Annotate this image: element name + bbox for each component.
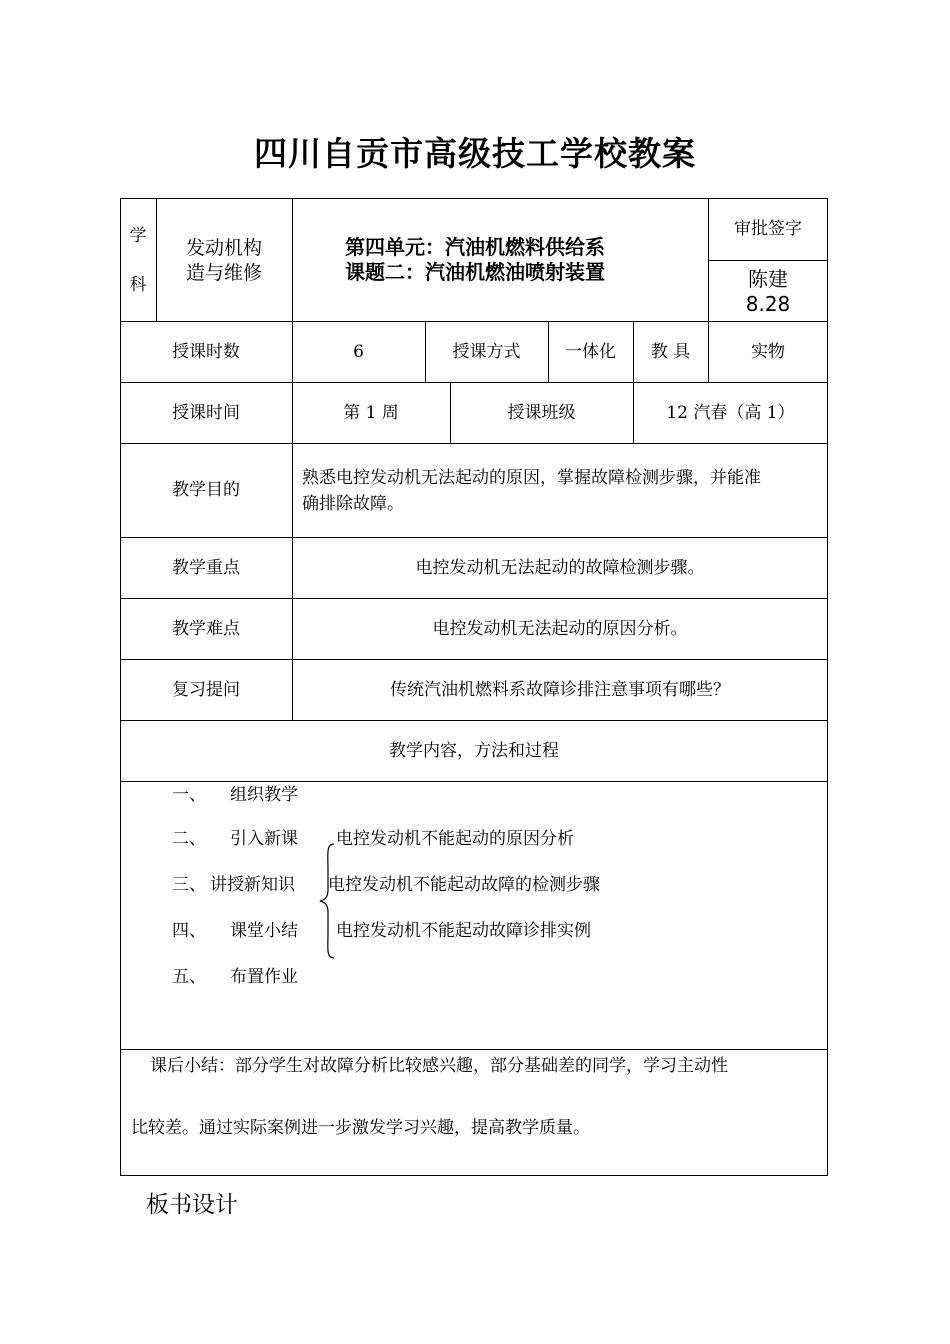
key-value: 电控发动机无法起动的故障检测步骤。 (415, 558, 705, 578)
step-number: 二、 (172, 829, 206, 849)
approval-label: 审批签字 (734, 219, 802, 239)
time-label: 授课时间 (172, 403, 240, 423)
objective-text: 熟悉电控发动机无法起动的原因，掌握故障检测步骤，并能准 (302, 468, 761, 488)
class-value: 12 汽春（高 1） (666, 403, 795, 423)
tools-value: 实物 (751, 342, 785, 362)
divider (120, 720, 828, 721)
tools-label: 教 具 (650, 342, 691, 362)
divider (120, 781, 828, 782)
approval-date: 8.28 (745, 292, 791, 316)
approver-name: 陈建 (748, 267, 788, 291)
step-number: 一、 (172, 785, 206, 805)
summary-text: 比较差。通过实际案例进一步激发学习兴趣，提高教学质量。 (131, 1118, 590, 1138)
divider (120, 443, 828, 444)
objective-text: 确排除故障。 (302, 494, 404, 514)
step-number: 四、 (172, 921, 206, 941)
divider (120, 537, 828, 538)
board-design-heading: 板书设计 (146, 1192, 238, 1218)
difficulty-label: 教学难点 (172, 619, 240, 639)
divider (120, 321, 828, 322)
method-label: 授课方式 (452, 342, 521, 362)
brace-item: 电控发动机不能起动的原因分析 (336, 829, 574, 849)
divider (120, 1049, 828, 1050)
step-text: 讲授新知识 (210, 875, 295, 895)
subject-label: 学 (129, 226, 147, 246)
objective-label: 教学目的 (172, 480, 240, 500)
divider (708, 260, 828, 261)
key-label: 教学重点 (172, 558, 240, 578)
divider (120, 659, 828, 660)
hours-value: 6 (353, 342, 364, 362)
review-value: 传统汽油机燃料系故障诊排注意事项有哪些？ (390, 680, 730, 700)
time-value: 第 1 周 (343, 403, 399, 423)
review-label: 复习提问 (172, 680, 240, 700)
topic-unit: 第四单元：汽油机燃料供给系 (345, 235, 605, 259)
step-text: 引入新课 (230, 829, 298, 849)
curly-brace-icon (318, 842, 338, 960)
subject-label: 科 (129, 275, 147, 295)
hours-label: 授课时数 (172, 342, 240, 362)
topic-lesson: 课题二：汽油机燃油喷射装置 (345, 260, 605, 284)
summary-text: 课后小结：部分学生对故障分析比较感兴趣，部分基础差的同学，学习主动性 (150, 1056, 728, 1076)
divider (120, 598, 828, 599)
step-text: 组织教学 (230, 785, 298, 805)
subject-value: 发动机构 (185, 237, 262, 259)
divider (120, 382, 828, 383)
subject-value: 造与维修 (185, 262, 262, 284)
brace-item: 电控发动机不能起动故障诊排实例 (336, 921, 591, 941)
step-text: 布置作业 (230, 967, 298, 987)
page-title: 四川自贡市高级技工学校教案 (254, 134, 696, 173)
step-number: 三、 (172, 875, 206, 895)
difficulty-value: 电控发动机无法起动的原因分析。 (432, 619, 688, 639)
method-value: 一体化 (565, 342, 616, 362)
step-text: 课堂小结 (230, 921, 298, 941)
content-heading: 教学内容，方法和过程 (389, 741, 559, 761)
class-label: 授课班级 (507, 403, 576, 423)
step-number: 五、 (172, 967, 206, 987)
brace-item: 电控发动机不能起动故障的检测步骤 (328, 875, 600, 895)
